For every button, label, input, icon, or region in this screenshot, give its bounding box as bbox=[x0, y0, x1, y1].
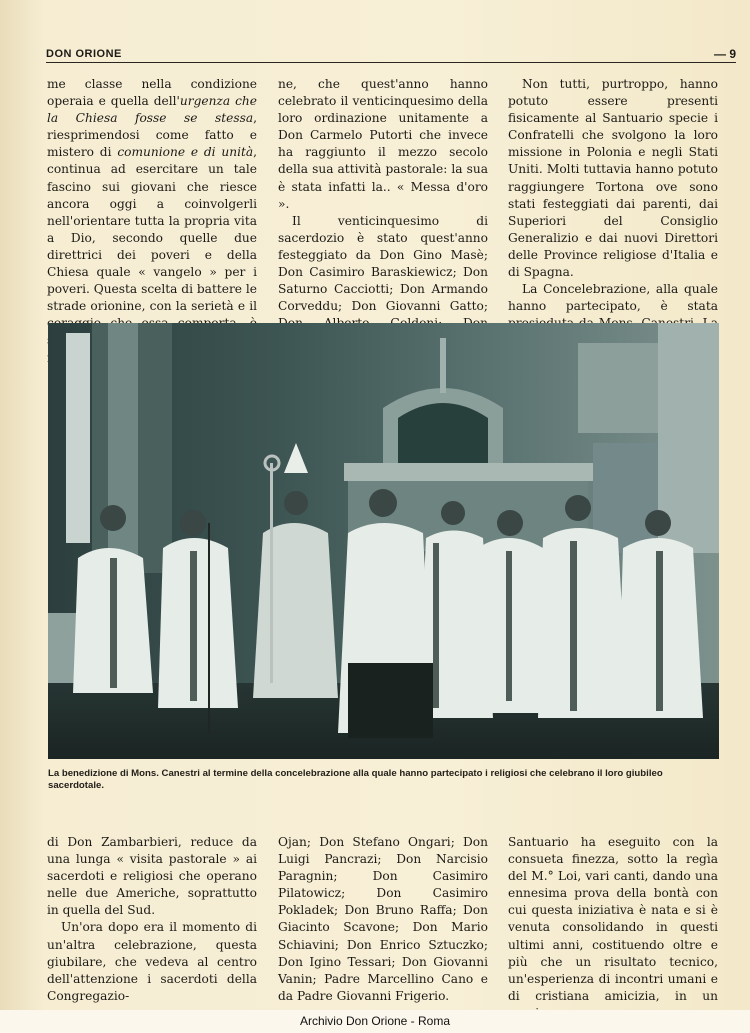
text-run: Un'ora dopo era il momento di un'altra celebrazione, questa giubilare, che vedeva al centro dell'attenzione i sacerdoti della Congregazio- bbox=[47, 920, 257, 1003]
text-run: Il venticinquesimo di sacerdozio è stato quest'anno festeggiato da Don Gino Masè; Don Casimiro Baraskiewicz; Don Saturno Cacciotti; Don Armando Corveddu; Don Giovanni Gatto; bbox=[278, 213, 488, 314]
top-column-2 bbox=[278, 76, 488, 350]
photo-illustration bbox=[48, 323, 719, 759]
text-run: ne, che quest'anno hanno celebrato il venticinquesimo della loro ordinazione unitamente a Don Carmelo Putorti che invece ha raggiunto il mezzo secolo della sua attività pastorale: la sua è stata infatti la.. « Messa d'oro ». bbox=[278, 77, 488, 211]
bottom-column-3 bbox=[508, 834, 718, 1022]
paragraph bbox=[278, 76, 488, 213]
bottom-column-1 bbox=[47, 834, 257, 1005]
text-run: Ojan; Don Stefano Ongari; Don Luigi Pancrazi; Don Narcisio Paragnin; Don Casimiro Pilatowicz; Don Casimiro Pokladek; Don Bruno Raffa; Don Giacinto Scavone; Don Mario Schiavini; Don Enrico Sztuczko; Don Igino Tessari; Don Giovanni Vanin; Padre Marcellino Cano e da Padre Giovanni Frigerio. bbox=[278, 835, 488, 1003]
concelebration-photo bbox=[48, 323, 719, 759]
paragraph bbox=[47, 919, 257, 1004]
page-number: — 9 bbox=[713, 47, 736, 61]
paragraph bbox=[278, 834, 488, 1005]
text-run: La Concelebrazione, alla quale hanno partecipato, è stata bbox=[508, 282, 718, 314]
italic-text: comunione e di unità bbox=[117, 145, 254, 160]
italic-text: urgenza che la Chiesa fosse se stessa bbox=[47, 94, 257, 126]
paragraph bbox=[47, 834, 257, 919]
photo-caption: La benedizione di Mons. Canestri al termine della concelebrazione alla quale hanno partecipato i religiosi che celebrano il loro giubileo sacerdotale. bbox=[48, 768, 663, 791]
text-run: Non tutti, purtroppo, hanno potuto essere presenti fisicamente al Santuario specie i Confratelli che svolgono la loro missione in Polonia e negli Stati Uniti. Molti tuttavia hanno potuto raggiungere Tortona ove sono stati festeggiati dai parenti, dai Superiori del Consiglio Generalizio e dai nuovi Direttori delle Province religiose d'Italia e di Spagna. bbox=[508, 77, 718, 280]
archive-footer bbox=[0, 1010, 750, 1033]
top-column-3 bbox=[508, 76, 718, 350]
magazine-title: DON ORIONE bbox=[46, 48, 122, 60]
bottom-column-2 bbox=[278, 834, 488, 1005]
text-run: Santuario ha eseguito con la consueta finezza, sotto la regìa del M.° Loi, vari canti, dando una ennesima prova della bontà con cui questa iniziativa è nata e si è venuta consolidando in questi ultimi anni, costituendo oltre e più che un risultato tecnico, un'esperienza di incontri umani e di cristiana amicizia, in un bbox=[508, 835, 718, 1003]
paragraph bbox=[508, 76, 718, 281]
text-run: , continua ad esercitare un tale fascino sui giovani che riesce ancora oggi a coinvolgerli nell'orientare tutta la propria vita a Dio, secondo quelle due direttrici dei poveri e della Chiesa quale « vangelo » per i poveri. Questa scelta di battere le strade orionine, con la serietà e il bbox=[47, 145, 258, 314]
archive-credit: Archivio Don Orione - Roma bbox=[299, 1014, 451, 1028]
paragraph bbox=[508, 834, 718, 1022]
text-run: , riesprimendosi come fatto e mistero di bbox=[47, 111, 257, 160]
text-run: di Don Zambarbieri, reduce da una lunga « visita pastorale » ai sacerdoti e religiosi che operano nelle due Americhe, soprattutto in quella del Sud. bbox=[47, 835, 257, 918]
running-header bbox=[46, 48, 736, 63]
text-run: me classe nella condizione operaia e quella dell' bbox=[47, 77, 257, 109]
